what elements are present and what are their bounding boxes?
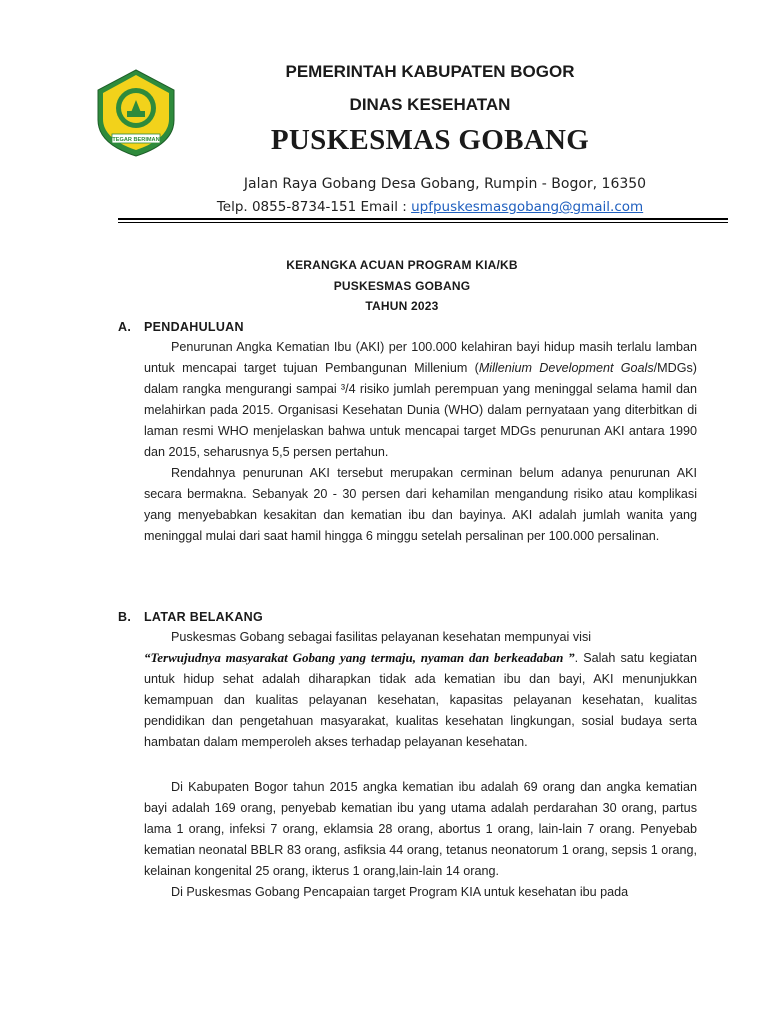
section-b-title: LATAR BELAKANG bbox=[144, 610, 264, 624]
section-b-paragraph-1 bbox=[144, 648, 697, 753]
vision-statement: “Terwujudnya masyarakat Gobang yang termaju, nyaman dan berkeadaban ” bbox=[144, 650, 575, 665]
header-department: DINAS KESEHATAN bbox=[349, 95, 511, 114]
section-a-paragraph-2: Rendahnya penurunan AKI tersebut merupakan cerminan belum adanya penurunan AKI secara bermakna. Sebanyak 20 - 30 persen dari kehamilan mengandung risiko atau komplikasi yang menyebabkan kesakitan dan kematian ibu dan bayinya. AKI adalah jumlah wanita yang meninggal mulai dari saat hamil hingga 6 minggu setelah persalinan per 100.000 persalinan. bbox=[144, 466, 697, 543]
text-run: Penurunan Angka Kematian Ibu (AKI) per 100.000 kelahiran bayi hidup masih terlalu lamban untuk mencapai target tujuan Pembangunan Millenium ( bbox=[144, 340, 697, 375]
section-b-paragraph-1-intro: Puskesmas Gobang sebagai fasilitas pelayanan kesehatan mempunyai visi bbox=[171, 630, 592, 644]
italic-run: Millenium Development Goals bbox=[478, 361, 654, 375]
doc-title-line3: TAHUN 2023 bbox=[365, 299, 439, 313]
section-a-letter: A. bbox=[118, 320, 132, 334]
header-contact bbox=[170, 199, 690, 215]
text-run: /MDGs) dalam rangka mengurangi sampai ³/4 risiko jumlah perempuan yang meninggal selama hamil dan melahirkan pada 2015. Organisasi Kesehatan Dunia (WHO) dalam pernyataan yang diterbitkan di laman resmi WHO menjelaskan bahwa untuk mencapai target MDGs penurunan AKI antara 1990 dan 2015, seharusnya 5,5 persen pertahun. bbox=[144, 361, 697, 459]
section-b-paragraph-2: Di Kabupaten Bogor tahun 2015 angka kematian ibu adalah 69 orang dan angka kematian bayi adalah 169 orang, penyebab kematian ibu yang utama adalah perdarahan 30 orang, partus lama 1 orang, infeksi 7 orang, eklamsia 28 orang, abortus 1 orang, lain-lain 7 orang. Penyebab kematian neonatal BBLR 83 orang, asfiksia 44 orang, tetanus neonatorum 1 orang, sepsis 1 orang, kelainan kongenital 25 orang, ikterus 1 orang,lain-lain 14 orang. bbox=[144, 780, 697, 878]
header-puskesmas: PUSKESMAS GOBANG bbox=[270, 124, 590, 156]
telp-text: Telp. 0855-8734-151 Email : bbox=[216, 199, 412, 215]
kabupaten-bogor-logo bbox=[94, 68, 178, 158]
section-b-body-2 bbox=[144, 777, 697, 903]
email-link[interactable]: upfpuskesmasgobang@gmail.com bbox=[411, 199, 644, 215]
header-rule-thin bbox=[118, 222, 728, 223]
section-b-heading bbox=[118, 610, 263, 624]
section-b-body bbox=[144, 648, 697, 753]
header-address: Jalan Raya Gobang Desa Gobang, Rumpin - Bogor, 16350 bbox=[243, 176, 647, 192]
section-a-body bbox=[144, 337, 697, 547]
header-rule-thick bbox=[118, 218, 728, 220]
header-government: PEMERINTAH KABUPATEN BOGOR bbox=[285, 62, 575, 81]
section-a-title: PENDAHULUAN bbox=[144, 320, 244, 334]
doc-title-line2: PUSKESMAS GOBANG bbox=[333, 279, 471, 293]
section-a-paragraph-1 bbox=[144, 337, 697, 463]
section-b-letter: B. bbox=[118, 610, 132, 624]
doc-title-line1: KERANGKA ACUAN PROGRAM KIA/KB bbox=[286, 258, 518, 272]
section-a-heading bbox=[118, 320, 244, 334]
text-run: . Salah satu kegiatan untuk hidup sehat adalah diharapkan tidak ada kematian ibu dan bayi, AKI menunjukkan kemampuan dan kualitas pelayanan kesehatan, kapasitas pelayanan kesehatan, kualitas pendidikan dan pengetahuan masyarakat, kualitas kesehatan lingkungan, sosial budaya serta hambatan dalam memperoleh akses terhadap pelayanan kesehatan. bbox=[144, 651, 697, 749]
section-b-paragraph-3: Di Puskesmas Gobang Pencapaian target Program KIA untuk kesehatan ibu pada bbox=[171, 885, 629, 899]
logo-motto: TEGAR BERIMAN bbox=[112, 137, 160, 143]
section-b-intro bbox=[171, 627, 697, 648]
